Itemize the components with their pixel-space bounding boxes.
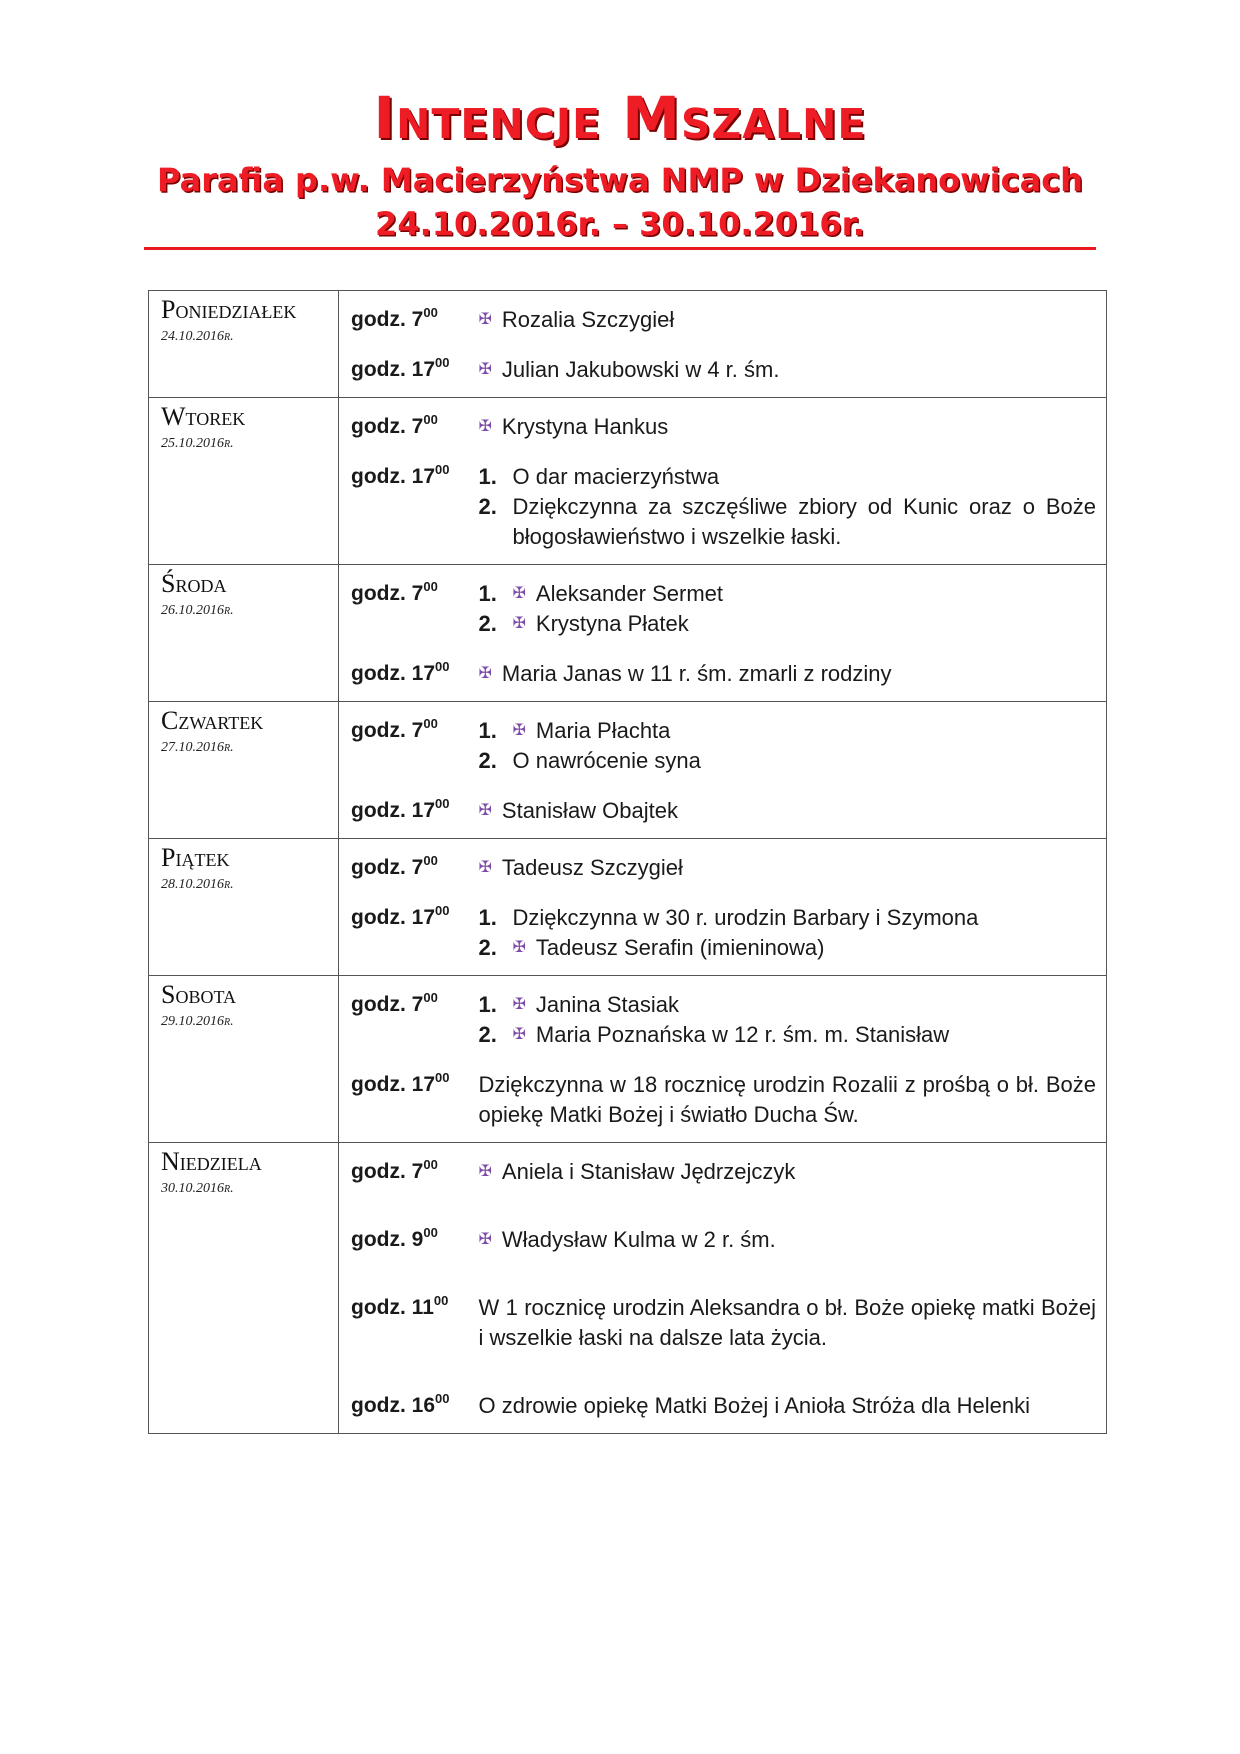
intention-number: 1.	[478, 581, 497, 606]
hour-prefix: godz.	[351, 1160, 406, 1183]
day-date: 30.10.2016r.	[161, 1181, 234, 1196]
day-cell	[149, 1143, 339, 1434]
mass-time	[339, 565, 479, 639]
intention-number: 1.	[478, 905, 497, 930]
page-title: Intencje Mszalne	[373, 84, 867, 152]
hour-value: 17	[411, 662, 436, 685]
mass-hour	[339, 903, 450, 933]
mass-time	[339, 1187, 479, 1255]
mass-time	[339, 291, 479, 335]
intention-item	[479, 933, 979, 963]
mass-intentions	[479, 1187, 1097, 1255]
mass-intentions	[479, 1353, 1097, 1421]
intention-text: Krystyna Hankus	[501, 414, 669, 439]
intention-number: 2.	[478, 748, 497, 773]
mass-time	[339, 976, 479, 1050]
mass-time	[339, 776, 479, 826]
intention-list	[479, 903, 979, 963]
intention-text: Stanisław Obajtek	[501, 798, 678, 823]
intentions-cell	[479, 398, 1107, 565]
maltese-cross-icon: ✠	[478, 665, 492, 682]
intention-text: Julian Jakubowski w 4 r. śm.	[501, 357, 780, 382]
maltese-cross-icon: ✠	[478, 859, 492, 876]
mass-hour	[339, 1157, 438, 1187]
day-row	[149, 398, 1107, 565]
maltese-cross-icon: ✠	[478, 1231, 492, 1248]
intention-list	[479, 1070, 1097, 1130]
maltese-cross-icon: ✠	[478, 418, 492, 435]
minutes-value: 00	[435, 1391, 450, 1406]
mass-intentions	[479, 398, 1097, 442]
intention-text: Maria Poznańska w 12 r. śm. m. Stanisław	[535, 1022, 950, 1047]
hour-prefix: godz.	[351, 1228, 406, 1251]
mass-time	[339, 639, 479, 689]
mass-intentions	[479, 883, 1097, 963]
mass-intentions	[479, 335, 1097, 385]
mass-time	[339, 1353, 479, 1421]
header-divider	[144, 247, 1096, 250]
intention-list	[479, 355, 780, 385]
intention-number: 1.	[478, 718, 497, 743]
intention-item	[479, 609, 724, 639]
intention-item	[479, 1293, 1097, 1353]
maltese-cross-icon: ✠	[512, 996, 526, 1013]
intention-text: Dziękczynna w 30 r. urodzin Barbary i Szymona	[512, 905, 979, 930]
hour-value: 17	[411, 799, 436, 822]
hour-prefix: godz.	[351, 662, 406, 685]
intentions-cell	[479, 976, 1107, 1143]
mass-hour	[339, 716, 438, 746]
intention-number: 1.	[478, 992, 497, 1017]
hour-value: 7	[411, 582, 424, 605]
day-row	[149, 291, 1107, 398]
hour-value: 16	[411, 1394, 436, 1417]
mass-intentions	[479, 976, 1097, 1050]
intention-text: Aleksander Sermet	[535, 581, 723, 606]
minutes-value: 00	[423, 305, 438, 320]
intention-text: Dziękczynna za szczęśliwe zbiory od Kunic oraz o Boże błogosławieństwo i wszelkie łaski.	[512, 494, 1096, 549]
mass-time	[339, 442, 479, 552]
mass-time	[339, 702, 479, 776]
hour-value: 7	[411, 719, 424, 742]
intention-number: 2.	[478, 1022, 497, 1047]
intention-item	[479, 1070, 1097, 1130]
intention-text: Dziękczynna w 18 rocznicę urodzin Rozalii z prośbą o bł. Boże opiekę Matki Bożej i światło Ducha Św.	[478, 1072, 1096, 1127]
minutes-value: 00	[423, 579, 438, 594]
intention-number: 2.	[478, 494, 497, 519]
mass-hour	[339, 355, 450, 385]
time-cell	[339, 976, 479, 1143]
intention-item	[479, 1020, 950, 1050]
intention-text: Władysław Kulma w 2 r. śm.	[501, 1227, 776, 1252]
minutes-value: 00	[435, 462, 450, 477]
mass-hour	[339, 305, 438, 335]
intentions-cell	[479, 702, 1107, 839]
mass-intentions	[479, 639, 1097, 689]
hour-value: 9	[411, 1228, 424, 1251]
mass-intentions	[479, 776, 1097, 826]
hour-value: 17	[411, 465, 436, 488]
intentions-cell	[479, 565, 1107, 702]
intention-list	[479, 412, 669, 442]
mass-hour	[339, 412, 438, 442]
mass-hour	[339, 1391, 450, 1421]
intention-list	[479, 796, 679, 826]
mass-hour	[339, 659, 450, 689]
intention-item	[479, 853, 683, 883]
mass-intentions	[479, 839, 1097, 883]
hour-prefix: godz.	[351, 582, 406, 605]
hour-prefix: godz.	[351, 799, 406, 822]
day-row	[149, 565, 1107, 702]
hour-prefix: godz.	[351, 1296, 406, 1319]
intention-number: 2.	[478, 935, 497, 960]
intention-item	[479, 462, 1097, 492]
hour-value: 7	[411, 415, 424, 438]
minutes-value: 00	[423, 990, 438, 1005]
intentions-cell	[479, 839, 1107, 976]
hour-value: 17	[411, 906, 436, 929]
time-cell	[339, 1143, 479, 1434]
intention-list	[479, 1391, 1031, 1421]
hour-value: 17	[411, 1073, 436, 1096]
day-cell	[149, 702, 339, 839]
intention-text: Maria Płachta	[535, 718, 671, 743]
day-cell	[149, 291, 339, 398]
intention-item	[479, 492, 1097, 552]
intention-item	[479, 659, 892, 689]
intention-list	[479, 579, 724, 639]
day-name: Wtorek	[161, 402, 246, 431]
intention-number: 2.	[478, 611, 497, 636]
mass-hour	[339, 462, 450, 492]
mass-hour	[339, 796, 450, 826]
mass-time	[339, 1050, 479, 1130]
minutes-value: 00	[433, 1293, 449, 1308]
time-cell	[339, 565, 479, 702]
hour-value: 7	[411, 1160, 424, 1183]
mass-intentions	[479, 442, 1097, 552]
intention-text: Maria Janas w 11 r. śm. zmarli z rodziny	[501, 661, 892, 686]
mass-intentions	[479, 1255, 1097, 1353]
minutes-value: 00	[423, 1157, 438, 1172]
intention-text: O nawrócenie syna	[512, 748, 701, 773]
intention-text: Rozalia Szczygieł	[501, 307, 675, 332]
minutes-value: 00	[423, 1225, 438, 1240]
hour-prefix: godz.	[351, 308, 406, 331]
intention-item	[479, 746, 701, 776]
time-cell	[339, 702, 479, 839]
maltese-cross-icon: ✠	[478, 311, 492, 328]
mass-time	[339, 839, 479, 883]
day-cell	[149, 565, 339, 702]
day-name: Poniedziałek	[161, 295, 297, 324]
maltese-cross-icon: ✠	[512, 585, 526, 602]
intention-text: Janina Stasiak	[535, 992, 679, 1017]
maltese-cross-icon: ✠	[512, 939, 526, 956]
intention-number: 1.	[478, 464, 497, 489]
intention-list	[479, 1157, 796, 1187]
intention-list	[479, 716, 701, 776]
intention-list	[479, 1225, 776, 1255]
mass-hour	[339, 1070, 450, 1100]
day-row	[149, 1143, 1107, 1434]
day-date: 27.10.2016r.	[161, 740, 234, 755]
mass-intentions	[479, 702, 1097, 776]
intention-item	[479, 305, 675, 335]
intention-item	[479, 716, 701, 746]
intention-item	[479, 903, 979, 933]
intention-list	[479, 990, 950, 1050]
day-date: 29.10.2016r.	[161, 1014, 234, 1029]
mass-hour	[339, 990, 438, 1020]
maltese-cross-icon: ✠	[512, 722, 526, 739]
hour-prefix: godz.	[351, 358, 406, 381]
intention-item	[479, 1225, 776, 1255]
intention-item	[479, 355, 780, 385]
mass-intentions	[479, 1050, 1097, 1130]
intention-item	[479, 796, 679, 826]
maltese-cross-icon: ✠	[478, 1163, 492, 1180]
day-date: 24.10.2016r.	[161, 329, 234, 344]
hour-prefix: godz.	[351, 906, 406, 929]
intention-list	[479, 462, 1097, 552]
maltese-cross-icon: ✠	[478, 361, 492, 378]
mass-time	[339, 398, 479, 442]
mass-intentions	[479, 1143, 1097, 1187]
hour-prefix: godz.	[351, 719, 406, 742]
hour-prefix: godz.	[351, 993, 406, 1016]
hour-value: 17	[411, 358, 436, 381]
intention-item	[479, 1157, 796, 1187]
intention-list	[479, 1293, 1097, 1353]
intention-text: Krystyna Płatek	[535, 611, 689, 636]
intention-item	[479, 1391, 1031, 1421]
day-name: Sobota	[161, 980, 237, 1009]
day-cell	[149, 398, 339, 565]
mass-intentions-table	[148, 290, 1107, 1434]
minutes-value: 00	[435, 659, 450, 674]
mass-time	[339, 883, 479, 963]
day-date: 25.10.2016r.	[161, 436, 234, 451]
mass-hour	[339, 579, 438, 609]
day-row	[149, 976, 1107, 1143]
mass-time	[339, 1143, 479, 1187]
mass-hour	[339, 853, 438, 883]
minutes-value: 00	[423, 853, 438, 868]
schedule-body	[149, 291, 1107, 1434]
mass-hour	[339, 1225, 438, 1255]
intention-item	[479, 990, 950, 1020]
hour-value: 7	[411, 308, 424, 331]
mass-intentions	[479, 291, 1097, 335]
day-date: 26.10.2016r.	[161, 603, 234, 618]
hour-value: 11	[411, 1296, 434, 1319]
hour-value: 7	[411, 856, 424, 879]
intention-text: W 1 rocznicę urodzin Aleksandra o bł. Boże opiekę matki Bożej i wszelkie łaski na dalsze lata życia.	[478, 1295, 1096, 1350]
minutes-value: 00	[435, 355, 450, 370]
mass-intentions	[479, 565, 1097, 639]
intention-item	[479, 412, 669, 442]
hour-prefix: godz.	[351, 856, 406, 879]
day-name: Piątek	[161, 843, 230, 872]
date-range: 24.10.2016r. – 30.10.2016r.	[375, 205, 865, 243]
parish-subtitle: Parafia p.w. Macierzyństwa NMP w Dziekanowicach	[157, 161, 1083, 199]
minutes-value: 00	[423, 716, 438, 731]
day-row	[149, 702, 1107, 839]
day-name: Czwartek	[161, 706, 264, 735]
time-cell	[339, 291, 479, 398]
hour-value: 7	[411, 993, 424, 1016]
intentions-cell	[479, 291, 1107, 398]
intention-list	[479, 305, 675, 335]
day-cell	[149, 976, 339, 1143]
time-cell	[339, 398, 479, 565]
intention-text: Tadeusz Serafin (imieninowa)	[535, 935, 825, 960]
intention-text: Aniela i Stanisław Jędrzejczyk	[501, 1159, 796, 1184]
minutes-value: 00	[435, 796, 450, 811]
intention-text: Tadeusz Szczygieł	[501, 855, 683, 880]
intention-text: O dar macierzyństwa	[512, 464, 720, 489]
minutes-value: 00	[423, 412, 438, 427]
intention-text: O zdrowie opiekę Matki Bożej i Anioła Stróża dla Helenki	[478, 1393, 1030, 1418]
intention-list	[479, 659, 892, 689]
minutes-value: 00	[435, 903, 450, 918]
day-name: Środa	[161, 569, 227, 598]
hour-prefix: godz.	[351, 465, 406, 488]
minutes-value: 00	[435, 1070, 450, 1085]
maltese-cross-icon: ✠	[478, 802, 492, 819]
maltese-cross-icon: ✠	[512, 615, 526, 632]
hour-prefix: godz.	[351, 1394, 406, 1417]
mass-hour	[339, 1293, 448, 1323]
day-date: 28.10.2016r.	[161, 877, 234, 892]
intentions-cell	[479, 1143, 1107, 1434]
intention-list	[479, 853, 683, 883]
day-cell	[149, 839, 339, 976]
mass-time	[339, 335, 479, 385]
maltese-cross-icon: ✠	[512, 1026, 526, 1043]
hour-prefix: godz.	[351, 1073, 406, 1096]
time-cell	[339, 839, 479, 976]
intention-item	[479, 579, 724, 609]
day-row	[149, 839, 1107, 976]
hour-prefix: godz.	[351, 415, 406, 438]
day-name: Niedziela	[161, 1147, 262, 1176]
mass-time	[339, 1255, 479, 1353]
